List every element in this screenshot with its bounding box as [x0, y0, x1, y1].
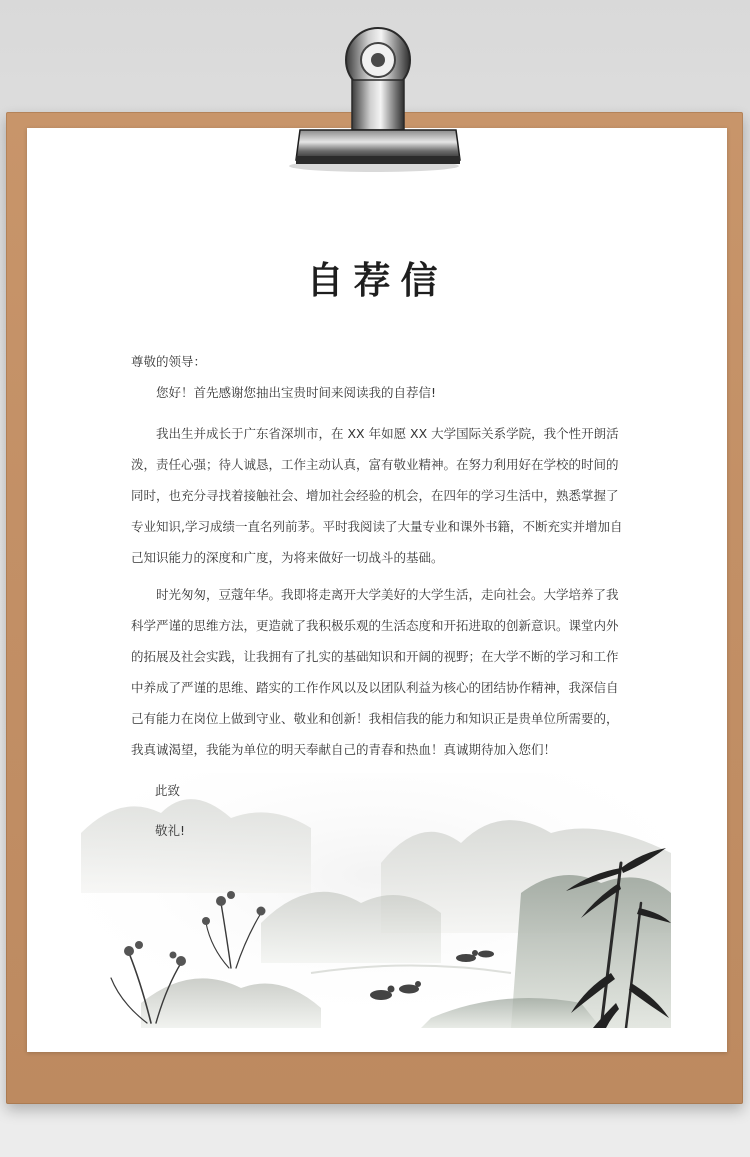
- closing-line-1: 此致: [155, 783, 181, 798]
- binder-clip-icon: [282, 18, 467, 173]
- letter-title: 自荐信: [306, 259, 448, 302]
- closing-line-2: 敬礼!: [155, 823, 186, 838]
- salutation: 尊敬的领导：: [131, 354, 207, 369]
- greeting-line: 您好！首先感谢您抽出宝贵时间来阅读我的自荐信!: [156, 385, 437, 400]
- body-paragraph-2: 时光匆匆，豆蔻年华。我即将走离开大学美好的大学生活，走向社会。大学培养了我科学严谨的思维方法，更造就了我积极乐观的生活态度和开拓进取的创新意识。课堂内外的拓展及社会实践，让我拥有了扎实的基础知识和开阔的视野；在大学不断的学习和工作中养成了严谨的思维、踏实的工作作风以及以团队利益为核心的团结协作精神，我深信自己有能力在岗位上做到守业、敬业和创新！我相信我的能力和知识正是贵单位所需要的，我真诚渴望，我能为单位的明天奉献自己的青春和热血！真诚期待加入您们！: [131, 587, 619, 757]
- ink-landscape-icon: [81, 773, 671, 1028]
- body-paragraph-1: 我出生并成长于广东省深圳市，在 XX 年如愿 XX 大学国际关系学院，我个性开朗活泼，责任心强；待人诚恳，工作主动认真，富有敬业精神。在努力利用好在学校的时间的同时，也充分寻找着接触社会、增加社会经验的机会，在四年的学习生活中，熟悉掌握了专业知识,学习成绩一直名列前茅。平时我阅读了大量专业和课外书籍，不断充实并增加自己知识能力的深度和广度，为将来做好一切战斗的基础。: [131, 426, 623, 565]
- letter-paper: [27, 128, 727, 1052]
